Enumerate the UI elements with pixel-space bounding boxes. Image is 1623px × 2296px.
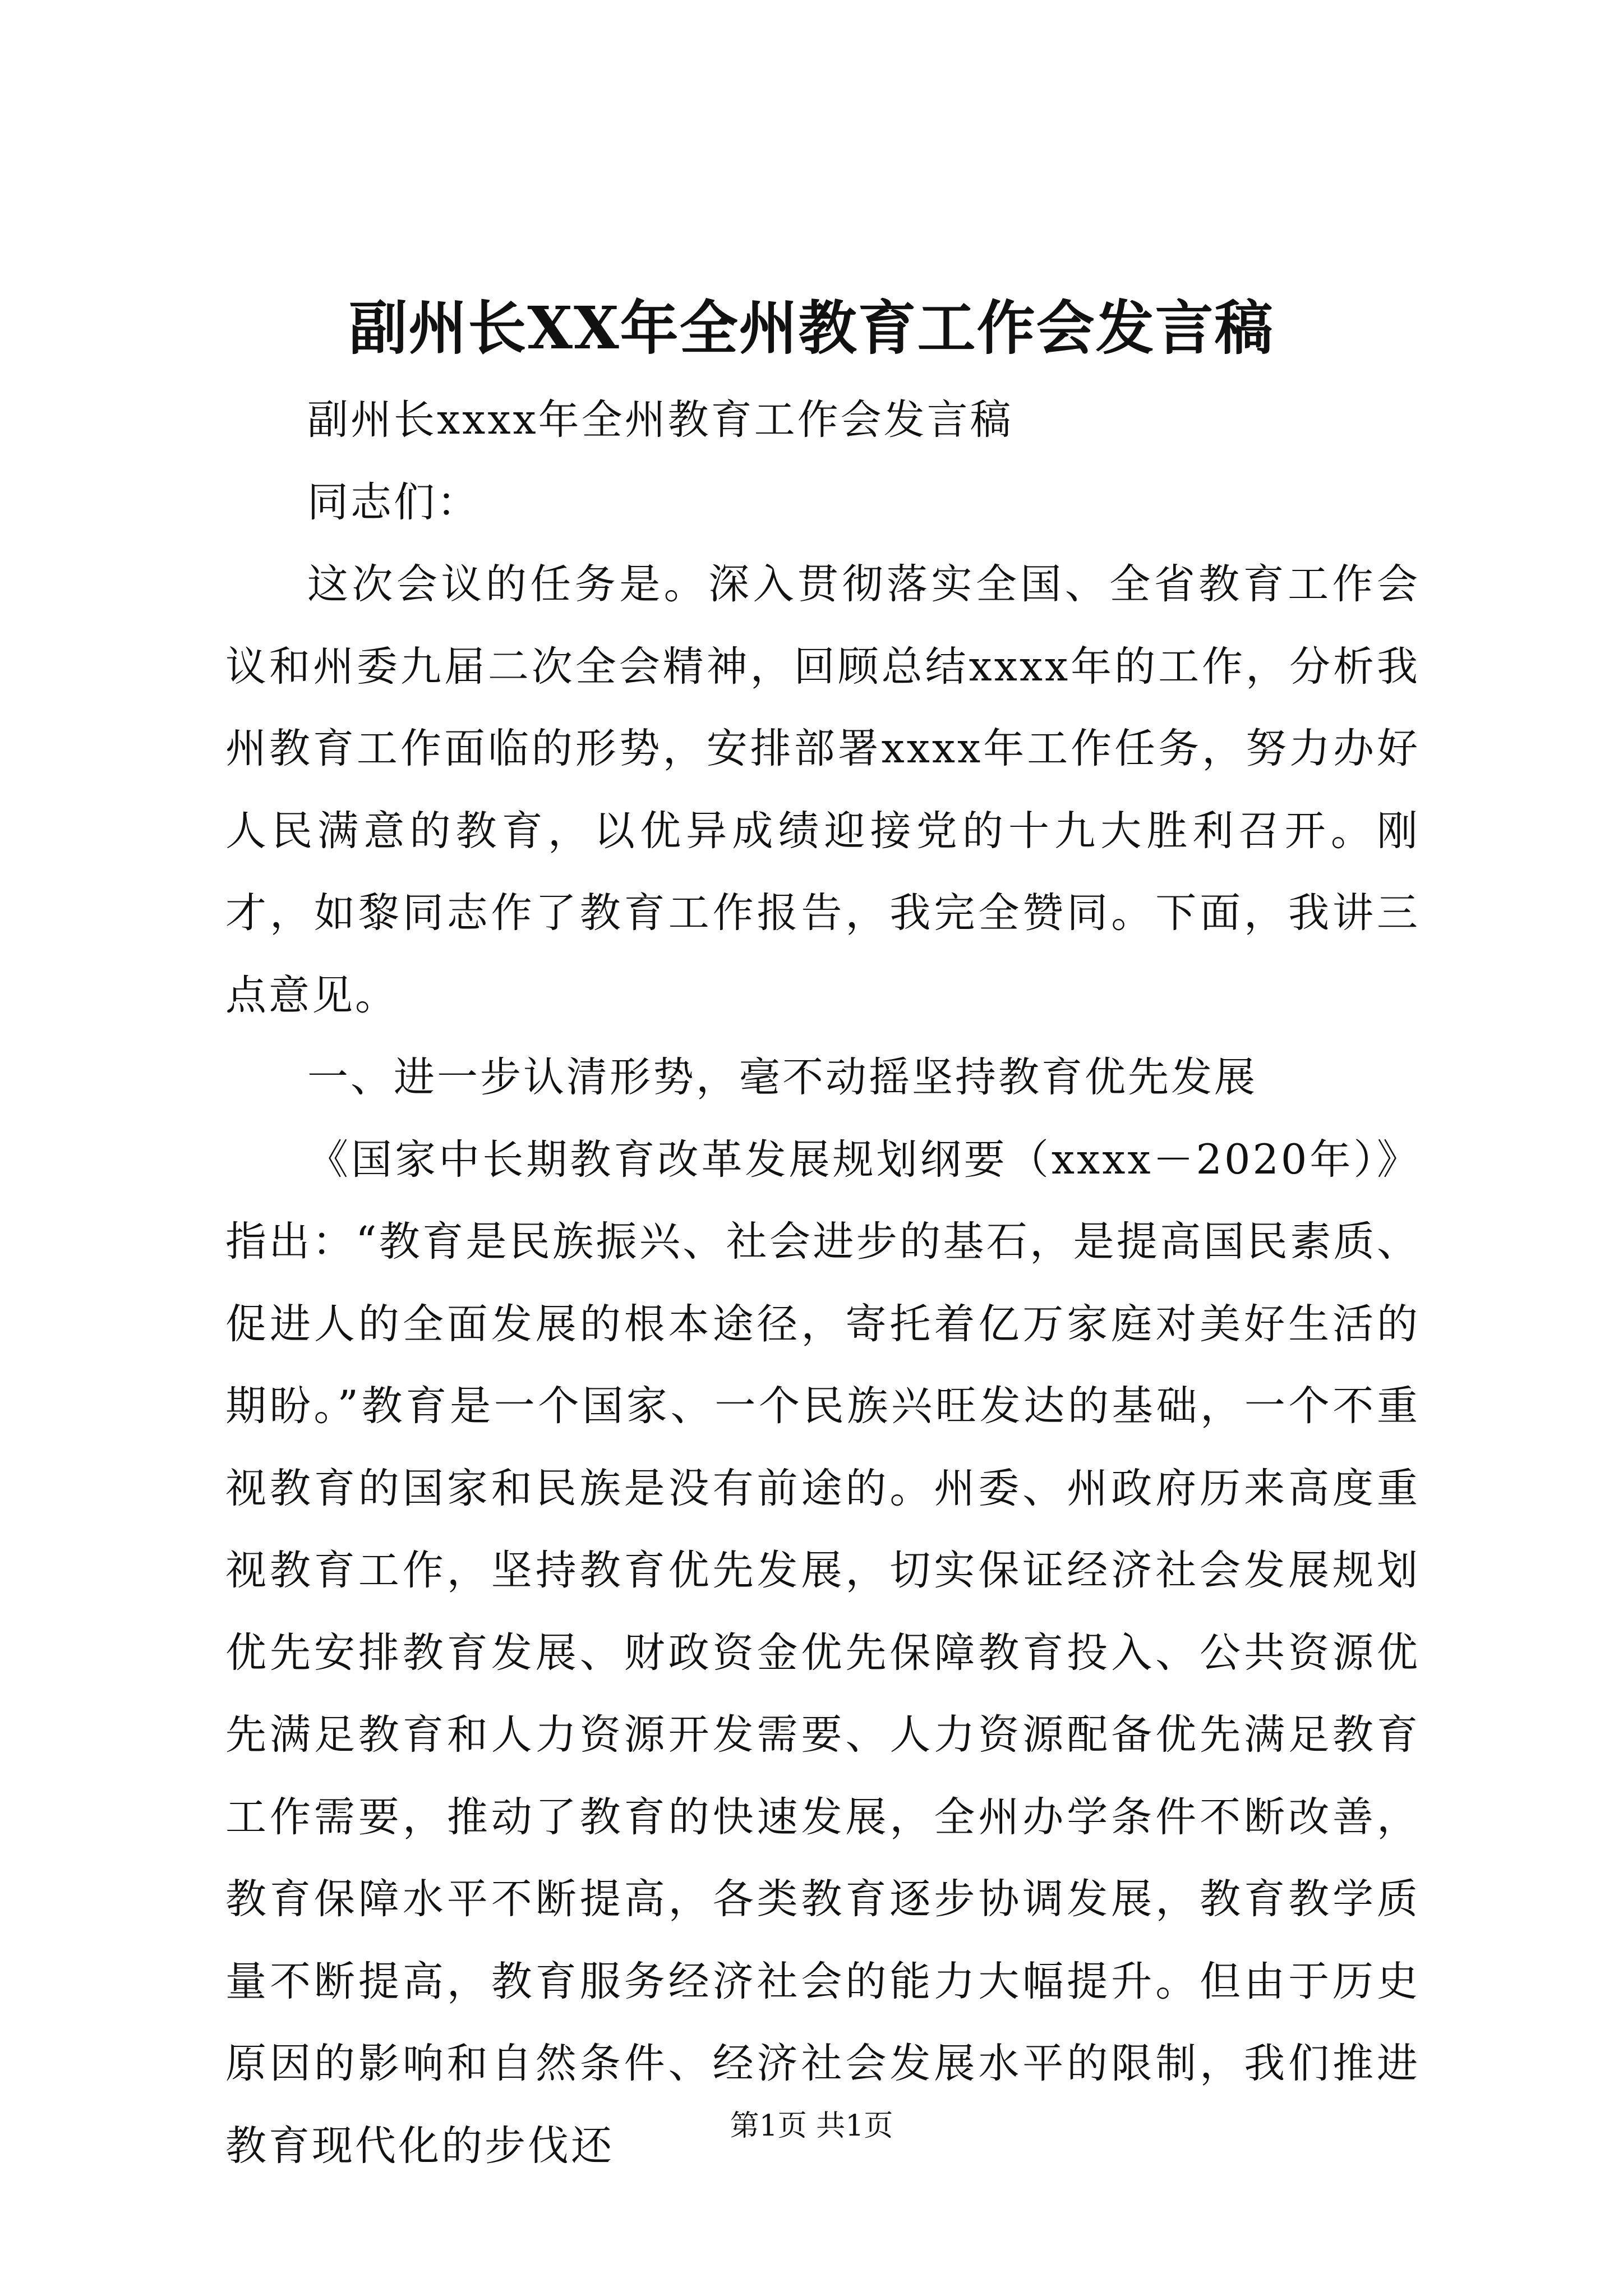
document-body [225, 379, 1420, 2187]
salutation-paragraph: 同志们： [307, 478, 480, 526]
body-paragraph: 《国家中长期教育改革发展规划纲要（xxxx－2020年）》指出：“教育是民族振兴、社会进步的基石，是提高国民素质、促进人的全面发展的根本途径，寄托着亿万家庭对美好生活的期盼。”教育是一个国家、一个民族兴旺发达的基础，一个不重视教育的国家和民族是没有前途的。州委、州政府历来高度重视教育工作，坚持教育优先发展，切实保证经济社会发展规划优先安排教育发展、财政资金优先保障教育投入、公共资源优先满足教育和人力资源开发需要、人力资源配备优先满足教育工作需要，推动了教育的快速发展，全州办学条件不断改善，教育保障水平不断提高，各类教育逐步协调发展，教育教学质量不断提高，教育服务经济社会的能力大幅提升。但由于历史原因的影响和自然条件、经济社会发展水平的限制，我们推进教育现代化的步伐还 [225, 1135, 1420, 2170]
page-footer: 第1页 共1页 [730, 2109, 893, 2143]
document-title: 副州长XX年全州教育工作会发言稿 [349, 293, 1274, 362]
section-heading: 一、进一步认清形势，毫不动摇坚持教育优先发展 [307, 1053, 1257, 1101]
subtitle-paragraph: 副州长xxxx年全州教育工作会发言稿 [307, 396, 1013, 444]
intro-paragraph: 这次会议的任务是。深入贯彻落实全国、全省教育工作会议和州委九届二次全会精神，回顾总结xxxx年的工作，分析我州教育工作面临的形势，安排部署xxxx年工作任务，努力办好人民满意的教育，以优异成绩迎接党的十九大胜利召开。刚才，如黎同志作了教育工作报告，我完全赞同。下面，我讲三点意见。 [225, 560, 1420, 1019]
